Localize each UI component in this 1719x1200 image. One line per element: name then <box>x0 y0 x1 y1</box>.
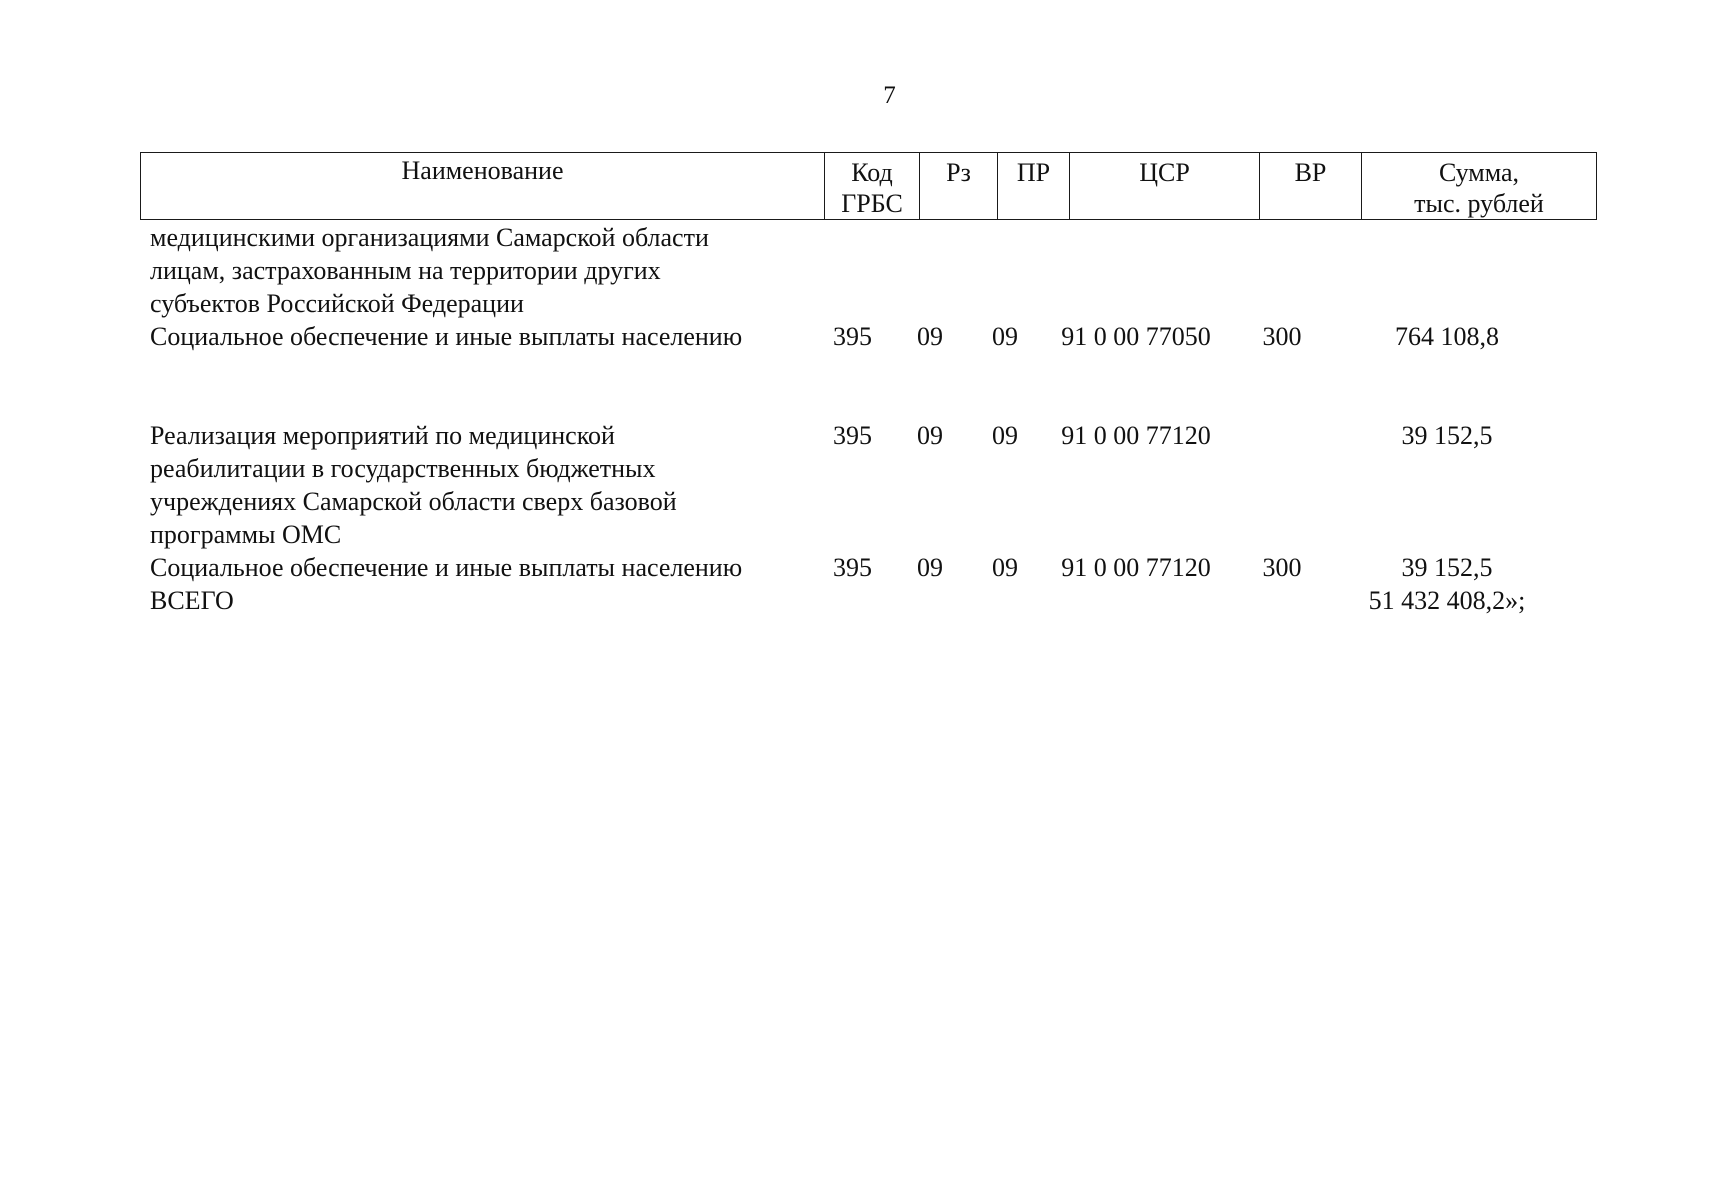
row-pr: 09 <box>992 421 1018 450</box>
row-vr: 300 <box>1262 553 1302 582</box>
row-name: Социальное обеспечение и иные выплаты населению <box>150 553 743 582</box>
row-name-line: учреждениях Самарской области сверх базовой <box>150 487 677 516</box>
page-number-text: 7 <box>883 82 896 109</box>
row-gap <box>150 386 1596 419</box>
row-csr: 91 0 00 77050 <box>1061 322 1211 351</box>
table-row <box>150 221 1596 320</box>
row-sum: 39 152,5 <box>1401 421 1493 450</box>
row-grbs: 395 <box>833 322 872 351</box>
row-csr: 91 0 00 77120 <box>1061 421 1211 450</box>
row-name-line: медицинскими организациями Самарской области <box>150 223 709 252</box>
header-vr: ВР <box>1260 153 1362 220</box>
row-name: Социальное обеспечение и иные выплаты населению <box>150 322 743 351</box>
row-sum: 764 108,8 <box>1395 322 1499 351</box>
header-sum <box>1362 153 1597 220</box>
row-sum: 39 152,5 <box>1401 553 1493 582</box>
row-name <box>150 419 814 551</box>
table-body <box>150 221 1596 617</box>
row-grbs: 395 <box>833 553 872 582</box>
header-sum-line2: тыс. рублей <box>1414 189 1544 218</box>
table-row <box>150 320 1596 353</box>
table-row <box>150 419 1596 551</box>
row-name-line: субъектов Российской Федерации <box>150 289 524 318</box>
row-grbs: 395 <box>833 421 872 450</box>
row-name-line: программы ОМС <box>150 520 342 549</box>
row-csr: 91 0 00 77120 <box>1061 553 1211 582</box>
header-pr: ПР <box>998 153 1070 220</box>
table-row <box>150 551 1596 584</box>
row-rz: 09 <box>917 553 943 582</box>
row-rz: 09 <box>917 322 943 351</box>
header-grbs-line1: Код <box>851 158 893 187</box>
header-csr: ЦСР <box>1070 153 1260 220</box>
page-number <box>0 82 1719 110</box>
header-name: Наименование <box>141 153 825 220</box>
row-pr: 09 <box>992 322 1018 351</box>
header-sum-line1: Сумма, <box>1438 158 1520 187</box>
row-name <box>150 221 814 320</box>
row-pr: 09 <box>992 553 1018 582</box>
table-row-total <box>150 584 1596 617</box>
total-sum: 51 432 408,2»; <box>1368 586 1526 615</box>
row-name-line: реабилитации в государственных бюджетных <box>150 454 656 483</box>
header-grbs <box>825 153 920 220</box>
row-name-line: лицам, застрахованным на территории других <box>150 256 661 285</box>
header-grbs-line2: ГРБС <box>841 189 903 218</box>
row-name-line: Реализация мероприятий по медицинской <box>150 421 615 450</box>
row-gap <box>150 353 1596 386</box>
table-header <box>140 152 1597 220</box>
total-label: ВСЕГО <box>150 586 234 615</box>
row-vr: 300 <box>1262 322 1302 351</box>
row-rz: 09 <box>917 421 943 450</box>
header-rz: Рз <box>920 153 998 220</box>
